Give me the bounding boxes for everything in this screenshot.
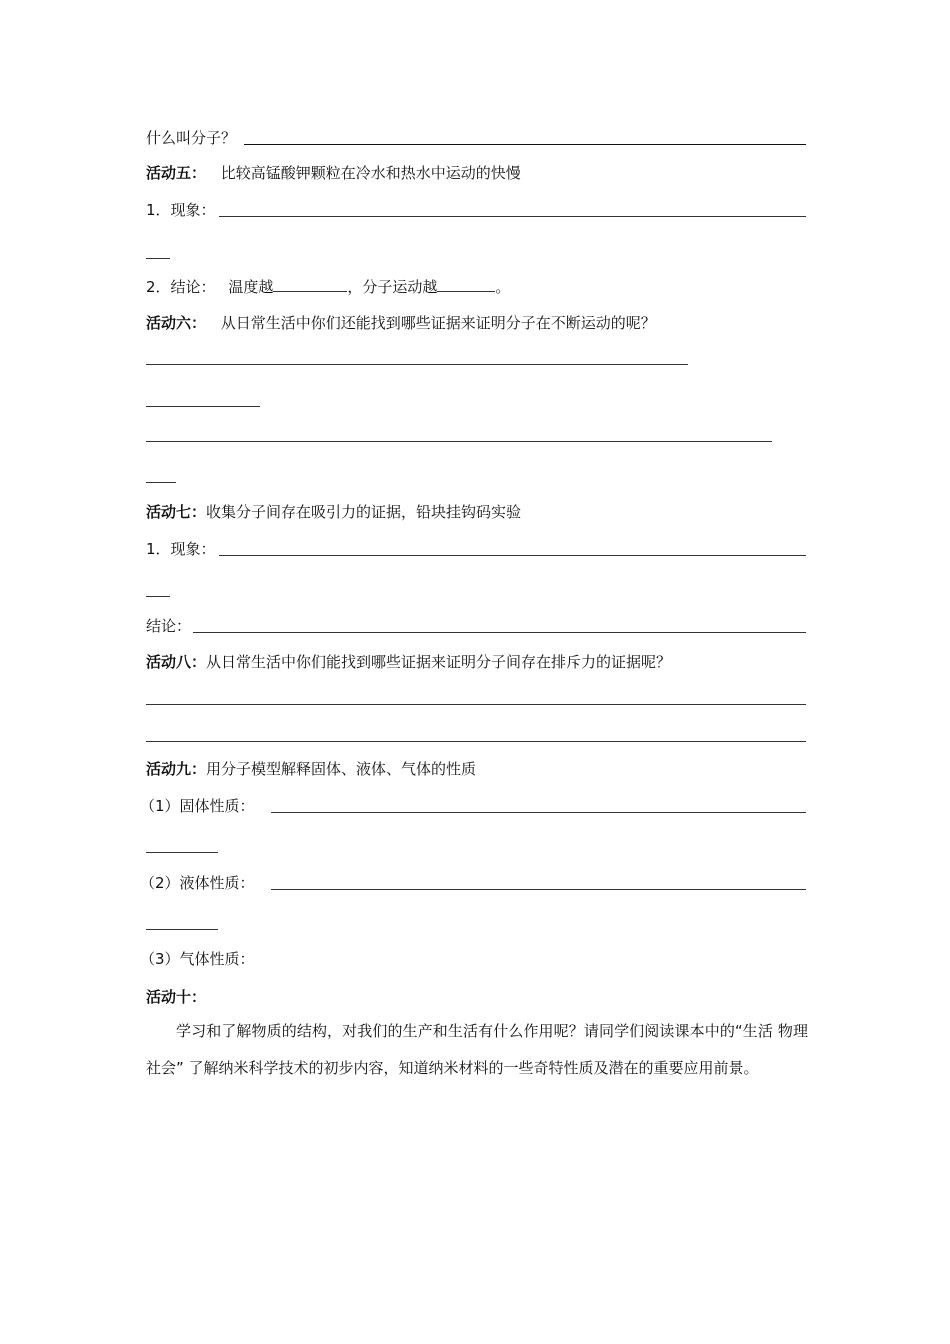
blank-temperature[interactable]: [273, 277, 347, 292]
answer-line-solid[interactable]: [271, 812, 806, 813]
answer-line-act7-phenomenon[interactable]: [219, 555, 806, 556]
activity-9-gas: [140, 949, 255, 969]
activity-5-phenomenon-label: 1．现象：: [146, 201, 216, 219]
activity-5-conclusion-part3: 。: [495, 278, 511, 296]
activity-6-title: 活动六：: [146, 314, 207, 332]
activity-5-text: 比较高锰酸钾颗粒在冷水和热水中运动的快慢: [220, 164, 521, 182]
activity-8-text: 从日常生活中你们能找到哪些证据来证明分子间存在排斥力的证据呢？: [206, 653, 672, 671]
activity-9-text: 用分子模型解释固体、液体、气体的性质: [206, 760, 477, 778]
activity-7-title: 活动七：: [146, 503, 207, 521]
activity-5-conclusion-part1: 温度越: [228, 278, 274, 296]
activity-5-title: 活动五：: [146, 164, 207, 182]
activity-5-conclusion: [146, 277, 510, 297]
activity-9-title: 活动九：: [146, 760, 207, 778]
answer-line-molecule[interactable]: [244, 144, 806, 145]
activity-7-heading: [146, 502, 521, 522]
activity-10-title: 活动十：: [146, 988, 207, 1006]
activity-7-conclusion-label: 结论：: [146, 617, 192, 635]
activity-6-text: 从日常生活中你们还能找到哪些证据来证明分子在不断运动的呢？: [220, 314, 656, 332]
activity-8-heading: [146, 652, 671, 672]
activity-5-conclusion-label: 2．结论：: [146, 278, 216, 296]
answer-line-act7-phenomenon-cont[interactable]: [146, 596, 170, 597]
activity-7-phenomenon: [146, 539, 216, 559]
activity-7-conclusion: [146, 616, 191, 636]
blank-motion[interactable]: [437, 277, 495, 292]
answer-line-act6-3[interactable]: [146, 441, 772, 442]
activity-9-heading: [146, 759, 476, 779]
question-molecule-text: 什么叫分子？: [146, 129, 237, 147]
activity-5-heading: [146, 163, 521, 183]
activity-10-heading: [146, 987, 206, 1007]
activity-9-liquid-label: （2）液体性质：: [140, 874, 255, 892]
activity-8-title: 活动八：: [146, 653, 207, 671]
activity-7-text: 收集分子间存在吸引力的证据，铅块挂钩码实验: [206, 503, 522, 521]
answer-line-solid-cont[interactable]: [146, 852, 218, 853]
answer-line-act5-phenomenon[interactable]: [219, 216, 806, 217]
question-molecule: [146, 128, 236, 148]
answer-line-act5-phenomenon-cont[interactable]: [146, 258, 170, 259]
activity-7-phenomenon-label: 1．现象：: [146, 540, 216, 558]
answer-line-act6-2[interactable]: [146, 406, 260, 407]
activity-9-liquid: [140, 873, 255, 893]
activity-9-gas-label: （3）气体性质：: [140, 950, 255, 968]
answer-line-act8-1[interactable]: [146, 704, 806, 705]
answer-line-act6-1[interactable]: [146, 364, 688, 365]
activity-10-paragraph: 学习和了解物质的结构，对我们的生产和生活有什么作用呢？请同学们阅读课本中的“生活 物理 社会” 了解纳米科学技术的初步内容，知道纳米材料的一些奇特性质及潜在的重要应用前景。: [146, 1022, 808, 1077]
answer-line-liquid-cont[interactable]: [146, 929, 218, 930]
answer-line-liquid[interactable]: [271, 889, 806, 890]
activity-9-solid-label: （1）固体性质：: [140, 797, 255, 815]
activity-5-phenomenon: [146, 200, 216, 220]
activity-6-heading: [146, 313, 656, 333]
activity-5-conclusion-part2: ，分子运动越: [347, 278, 438, 296]
answer-line-act8-2[interactable]: [146, 741, 806, 742]
answer-line-act6-4[interactable]: [146, 482, 176, 483]
answer-line-act7-conclusion[interactable]: [193, 632, 806, 633]
activity-9-solid: [140, 796, 255, 816]
